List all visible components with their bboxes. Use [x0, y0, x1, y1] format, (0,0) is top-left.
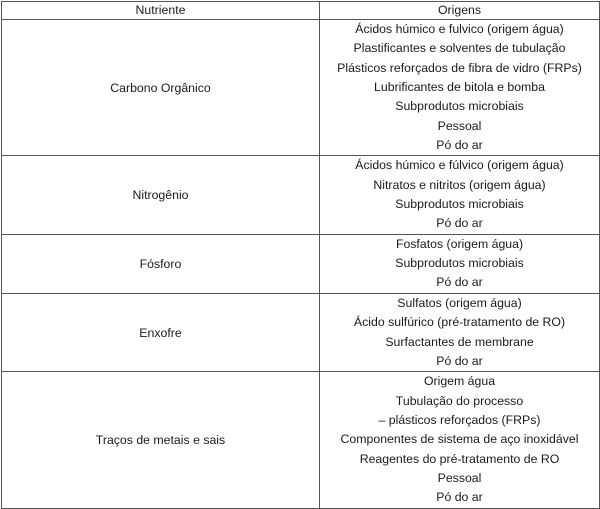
origin-item: Pó do ar: [436, 138, 483, 153]
origin-item: Pó do ar: [436, 216, 483, 231]
origin-item: Reagentes do pré-tratamento de RO: [359, 451, 560, 466]
origin-item: – plásticos reforçados (FRPs): [378, 412, 541, 427]
origin-item: Lubrificantes de bitola e bomba: [374, 80, 545, 95]
origin-item: Plastificantes e solventes de tubulação: [353, 41, 566, 56]
origin-item: Nitratos e nitritos (origem água): [373, 177, 546, 192]
table-row: [2, 156, 600, 234]
origin-item: Fosfatos (origem água): [395, 236, 524, 251]
origin-item: Ácido sulfúrico (pré-tratamento de RO): [353, 315, 566, 330]
origin-item: Tubulação do processo: [395, 393, 524, 408]
origin-item: Plásticos reforçados de fibra de vidro (FRPs): [337, 60, 582, 75]
origin-item: Subprodutos microbiais: [395, 99, 524, 114]
table-row: [2, 372, 600, 508]
header-row: [2, 2, 600, 20]
origins-cell: [320, 293, 600, 371]
origin-item: Pó do ar: [436, 353, 483, 368]
origin-item: Subprodutos microbiais: [395, 256, 524, 271]
origin-item: Pessoal: [437, 470, 482, 485]
origin-item: Ácidos húmico e fulvico (origem água): [355, 22, 564, 36]
origins-cell: [320, 234, 600, 293]
origins-cell: [320, 20, 600, 156]
nutrient-cell: Fósforo: [2, 234, 320, 293]
origin-item: Componentes de sistema de aço inoxidável: [340, 432, 579, 447]
origin-item: Sulfatos (origem água): [397, 295, 522, 310]
table-row: [2, 234, 600, 293]
header-nutrient: Nutriente: [2, 2, 320, 20]
nutrient-cell: Traços de metais e sais: [2, 372, 320, 508]
origin-item: Surfactantes de membrane: [385, 334, 534, 349]
nutrient-cell: Nitrogênio: [2, 156, 320, 234]
table-row: [2, 293, 600, 371]
table-body: [2, 20, 600, 509]
nutrient-cell: Enxofre: [2, 293, 320, 371]
table-row: [2, 20, 600, 156]
origin-item: Subprodutos microbiais: [395, 197, 524, 212]
header-origins: Origens: [320, 2, 600, 20]
nutrients-origins-table: [1, 1, 600, 509]
origin-item: Pessoal: [437, 118, 482, 133]
origins-cell: [320, 156, 600, 234]
origin-item: Origem água: [423, 374, 496, 389]
origin-item: Ácidos húmico e fúlvico (origem água): [355, 158, 564, 173]
origin-item: Pó do ar: [436, 490, 483, 505]
origin-item: Pó do ar: [436, 275, 483, 290]
nutrient-cell: Carbono Orgânico: [2, 20, 320, 156]
origins-cell: [320, 372, 600, 508]
